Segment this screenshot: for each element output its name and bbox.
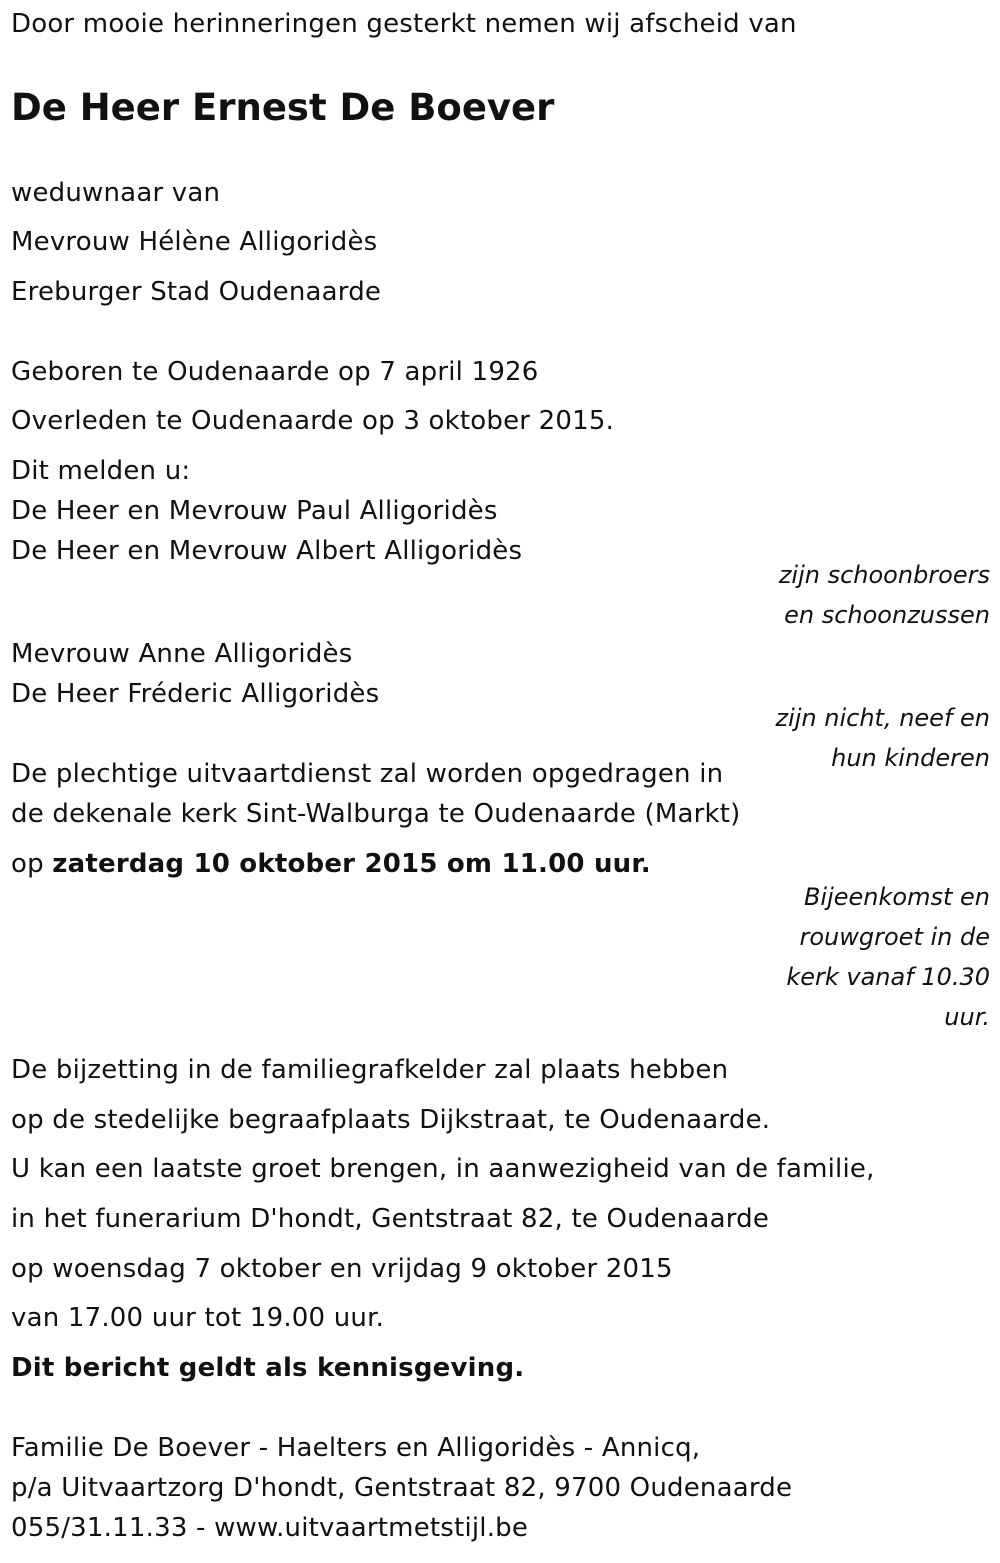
service-line: de dekenale kerk Sint-Walburga te Oudenaarde (Markt) <box>11 799 741 829</box>
honorary-title: Ereburger Stad Oudenaarde <box>11 277 382 307</box>
note-line: zijn schoonbroers <box>778 561 990 589</box>
relative-line: De Heer en Mevrouw Albert Alligoridès <box>11 536 523 566</box>
note-line: en schoonzussen <box>784 601 990 629</box>
note-line: uur. <box>944 1003 990 1031</box>
footer-line: 055/31.11.33 - www.uitvaartmetstijl.be <box>11 1513 529 1543</box>
intro-line: Door mooie herinneringen gesterkt nemen wij afscheid van <box>11 9 797 39</box>
footer-line: p/a Uitvaartzorg D'hondt, Gentstraat 82, 9700 Oudenaarde <box>11 1473 793 1503</box>
notice-line: Dit bericht geldt als kennisgeving. <box>11 1353 525 1383</box>
death-line: Overleden te Oudenaarde op 3 oktober 2015. <box>11 406 615 436</box>
deceased-name: De Heer Ernest De Boever <box>11 86 555 129</box>
note-line: Bijeenkomst en <box>803 883 990 911</box>
service-line: De plechtige uitvaartdienst zal worden opgedragen in <box>11 759 724 789</box>
relation-note-niece <box>775 698 990 778</box>
service-datetime-line <box>11 848 651 880</box>
announce-label: Dit melden u: <box>11 456 191 486</box>
birth-line: Geboren te Oudenaarde op 7 april 1926 <box>11 357 539 387</box>
relative-line: De Heer Fréderic Alligoridès <box>11 679 380 709</box>
relation-note-inlaws <box>779 555 990 635</box>
widower-label: weduwnaar van <box>11 178 221 208</box>
burial-line: op woensdag 7 oktober en vrijdag 9 oktober 2015 <box>11 1254 673 1284</box>
burial-line: De bijzetting in de familiegrafkelder zal plaats hebben <box>11 1055 729 1085</box>
note-line: kerk vanaf 10.30 <box>786 963 990 991</box>
service-prefix: op <box>11 849 53 879</box>
burial-line: U kan een laatste groet brengen, in aanwezigheid van de familie, <box>11 1154 875 1184</box>
footer-line: Familie De Boever - Haelters en Alligoridès - Annicq, <box>11 1433 701 1463</box>
burial-line: op de stedelijke begraafplaats Dijkstraat, te Oudenaarde. <box>11 1105 771 1135</box>
burial-line: van 17.00 uur tot 19.00 uur. <box>11 1303 385 1333</box>
note-line: hun kinderen <box>831 744 990 772</box>
spouse-name: Mevrouw Hélène Alligoridès <box>11 227 378 257</box>
service-datetime: zaterdag 10 oktober 2015 om 11.00 uur. <box>52 849 651 879</box>
relative-line: De Heer en Mevrouw Paul Alligoridès <box>11 496 498 526</box>
relative-line: Mevrouw Anne Alligoridès <box>11 639 353 669</box>
note-line: rouwgroet in de <box>799 923 990 951</box>
burial-line: in het funerarium D'hondt, Gentstraat 82, te Oudenaarde <box>11 1204 770 1234</box>
note-line: zijn nicht, neef en <box>775 704 990 732</box>
gathering-note <box>786 877 990 1037</box>
